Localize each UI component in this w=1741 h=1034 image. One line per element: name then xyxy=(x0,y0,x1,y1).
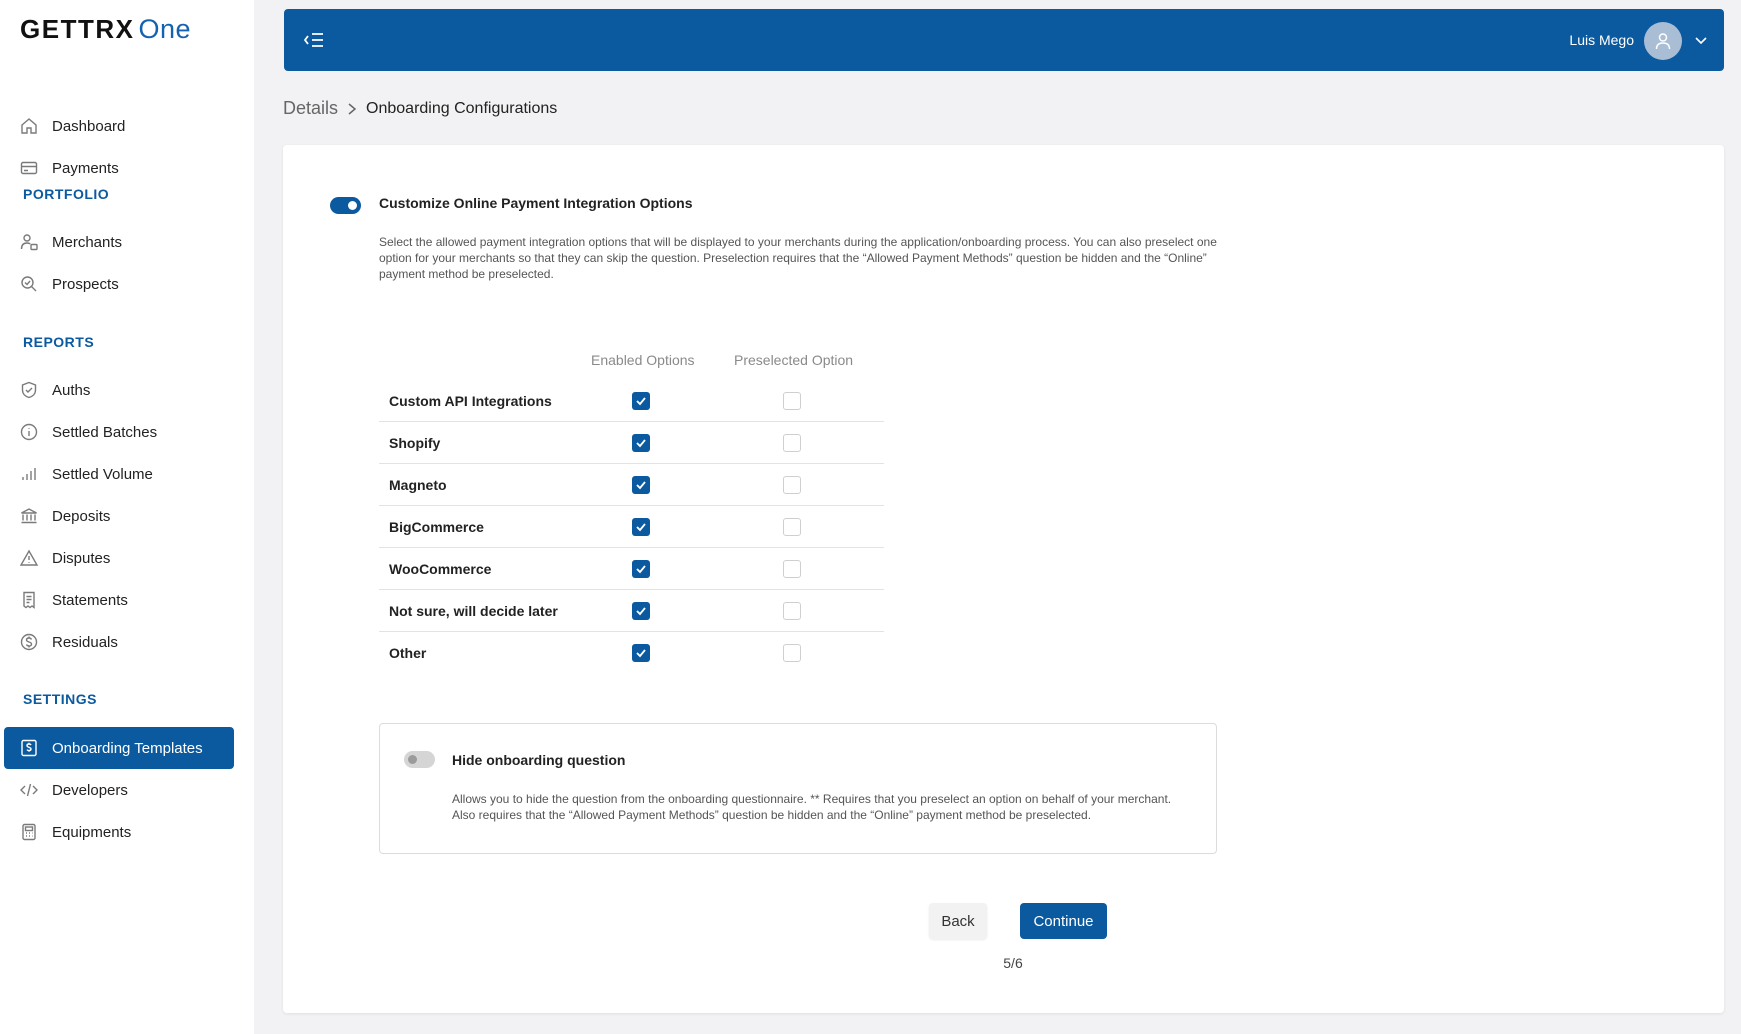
column-header-enabled: Enabled Options xyxy=(591,352,695,368)
enabled-checkbox[interactable] xyxy=(632,644,650,662)
continue-button[interactable]: Continue xyxy=(1020,903,1107,939)
sidebar-item-label: Residuals xyxy=(52,633,118,651)
sidebar-item-auths[interactable] xyxy=(4,369,234,411)
breadcrumb xyxy=(283,98,557,119)
sidebar-item-equipments[interactable] xyxy=(4,811,234,853)
table-row xyxy=(379,464,884,506)
option-label: BigCommerce xyxy=(389,519,484,535)
shield-check-icon xyxy=(18,379,40,401)
sidebar-item-residuals[interactable] xyxy=(4,621,234,663)
sidebar-item-label: Statements xyxy=(52,591,128,609)
chevron-right-icon xyxy=(346,102,358,116)
sidebar-item-label: Prospects xyxy=(52,275,119,293)
top-bar xyxy=(284,9,1724,71)
option-label: WooCommerce xyxy=(389,561,492,577)
sidebar-item-settled-volume[interactable] xyxy=(4,453,234,495)
merchants-icon xyxy=(18,231,40,253)
receipt-icon xyxy=(18,589,40,611)
hide-question-toggle[interactable] xyxy=(404,751,435,768)
sidebar-item-label: Settled Volume xyxy=(52,465,153,483)
enabled-checkbox[interactable] xyxy=(632,392,650,410)
preselected-checkbox[interactable] xyxy=(783,518,801,536)
sidebar-item-label: Equipments xyxy=(52,823,132,841)
logo-product: One xyxy=(138,14,191,44)
user-icon xyxy=(1653,31,1673,51)
sidebar-item-onboarding-templates[interactable] xyxy=(4,727,234,769)
sidebar-item-label: Deposits xyxy=(52,507,111,525)
option-label: Not sure, will decide later xyxy=(389,603,558,619)
page-title: Customize Online Payment Integration Options xyxy=(379,195,693,211)
section-portfolio: PORTFOLIO xyxy=(23,186,110,202)
table-row xyxy=(379,632,884,674)
preselected-checkbox[interactable] xyxy=(783,434,801,452)
enabled-checkbox[interactable] xyxy=(632,476,650,494)
enabled-checkbox[interactable] xyxy=(632,602,650,620)
code-icon xyxy=(18,779,40,801)
home-icon xyxy=(18,115,40,137)
step-indicator: 5/6 xyxy=(1003,955,1023,971)
sidebar-item-label: Dashboard xyxy=(52,117,126,135)
preselected-checkbox[interactable] xyxy=(783,560,801,578)
chevron-down-icon[interactable] xyxy=(1694,33,1708,47)
table-row xyxy=(379,548,884,590)
table-row xyxy=(379,506,884,548)
sidebar xyxy=(0,0,254,1034)
section-reports: REPORTS xyxy=(23,334,95,350)
config-card xyxy=(283,145,1724,1013)
check-icon xyxy=(634,436,648,450)
column-header-preselected: Preselected Option xyxy=(734,352,854,368)
check-icon xyxy=(634,646,648,660)
enabled-checkbox[interactable] xyxy=(632,560,650,578)
customize-options-toggle[interactable] xyxy=(330,197,361,214)
sidebar-item-settled-batches[interactable] xyxy=(4,411,234,453)
sidebar-item-label: Payments xyxy=(52,159,119,177)
sidebar-item-payments[interactable] xyxy=(4,147,234,189)
sidebar-item-prospects[interactable] xyxy=(4,263,234,305)
card-icon xyxy=(18,157,40,179)
table-row xyxy=(379,422,884,464)
sidebar-item-developers[interactable] xyxy=(4,769,234,811)
option-label: Shopify xyxy=(389,435,441,451)
check-icon xyxy=(634,394,648,408)
check-icon xyxy=(634,562,648,576)
section-settings: SETTINGS xyxy=(23,691,98,707)
check-icon xyxy=(634,520,648,534)
sidebar-item-disputes[interactable] xyxy=(4,537,234,579)
collapse-menu-icon[interactable] xyxy=(302,29,326,51)
logo[interactable] xyxy=(20,14,191,45)
table-row xyxy=(379,380,884,422)
preselected-checkbox[interactable] xyxy=(783,602,801,620)
bank-icon xyxy=(18,505,40,527)
sidebar-item-dashboard[interactable] xyxy=(4,105,234,147)
sidebar-item-label: Auths xyxy=(52,381,91,399)
info-icon xyxy=(18,421,40,443)
prospects-icon xyxy=(18,273,40,295)
dollar-circle-icon xyxy=(18,631,40,653)
option-label: Magneto xyxy=(389,477,447,493)
sidebar-item-label: Merchants xyxy=(52,233,123,251)
table-row xyxy=(379,590,884,632)
sidebar-item-deposits[interactable] xyxy=(4,495,234,537)
back-button[interactable]: Back xyxy=(929,903,987,939)
avatar[interactable] xyxy=(1644,22,1682,60)
warning-icon xyxy=(18,547,40,569)
dollar-doc-icon xyxy=(18,737,40,759)
sidebar-item-label: Disputes xyxy=(52,549,111,567)
enabled-checkbox[interactable] xyxy=(632,434,650,452)
preselected-checkbox[interactable] xyxy=(783,644,801,662)
sidebar-item-merchants[interactable] xyxy=(4,221,234,263)
enabled-checkbox[interactable] xyxy=(632,518,650,536)
hide-question-panel xyxy=(379,723,1217,854)
sidebar-item-label: Settled Batches xyxy=(52,423,158,441)
preselected-checkbox[interactable] xyxy=(783,392,801,410)
breadcrumb-details-link[interactable]: Details xyxy=(283,98,339,118)
preselected-checkbox[interactable] xyxy=(783,476,801,494)
hide-question-description: Allows you to hide the question from the onboarding questionnaire. ** Requires that you preselect an option on behalf of your merchant. Also requires that the “Allowed Payment Methods” question be hidden and the “Online” payment method be preselected. xyxy=(452,792,1172,822)
hide-question-title: Hide onboarding question xyxy=(452,752,626,768)
check-icon xyxy=(634,478,648,492)
terminal-icon xyxy=(18,821,40,843)
sidebar-item-label: Onboarding Templates xyxy=(52,739,203,757)
sidebar-item-label: Developers xyxy=(52,781,128,799)
bar-chart-icon xyxy=(18,463,40,485)
options-description: Select the allowed payment integration options that will be displayed to your merchants during the application/onboarding process. You can also preselect one option for your merchants so that they can skip the question. Preselection requires that the “Allowed Payment Methods” question be hidden and the “Online” payment method be preselected. xyxy=(379,235,1217,281)
option-label: Custom API Integrations xyxy=(389,393,552,409)
breadcrumb-current: Onboarding Configurations xyxy=(366,99,558,117)
logo-brand: GETTRX xyxy=(20,14,135,44)
option-label: Other xyxy=(389,645,427,661)
user-name[interactable]: Luis Mego xyxy=(1569,32,1634,48)
sidebar-item-statements[interactable] xyxy=(4,579,234,621)
check-icon xyxy=(634,604,648,618)
